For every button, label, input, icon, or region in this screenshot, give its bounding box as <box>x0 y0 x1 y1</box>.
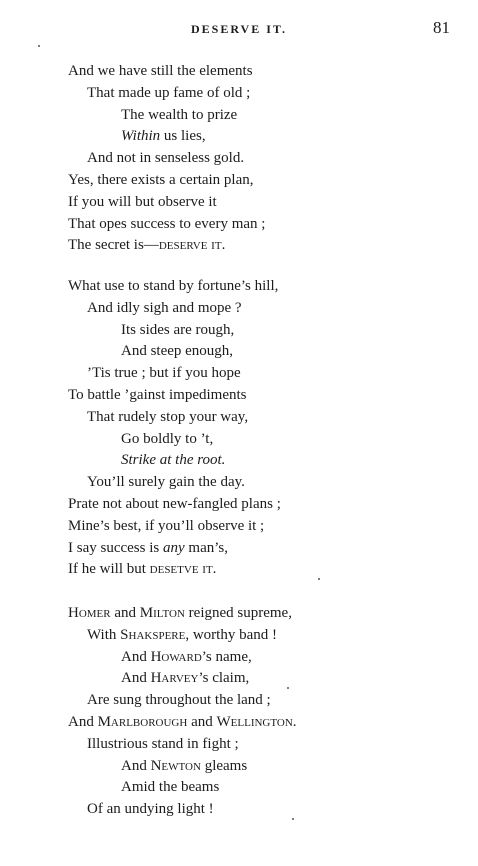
poem-line <box>68 171 254 189</box>
line-segment: Strike at the root. <box>121 452 226 468</box>
line-segment: And we have still the elements <box>68 63 253 79</box>
line-segment: Newton <box>150 758 201 774</box>
poem-line <box>87 364 241 382</box>
poem-line <box>87 408 248 426</box>
line-segment: Are sung throughout the land ; <box>87 692 271 708</box>
line-segment: Wellington <box>216 714 293 730</box>
poem-line <box>121 778 219 796</box>
line-segment: To battle ’gainst impediments <box>68 387 247 403</box>
poem-line <box>87 691 271 709</box>
poem-line <box>68 560 216 578</box>
poem-line <box>121 451 225 469</box>
line-segment: Prate not about new-fangled plans ; <box>68 496 281 512</box>
line-segment: Within <box>121 128 161 144</box>
poem-line <box>68 215 265 233</box>
line-segment: Mine’s best, if you’ll observe it ; <box>68 518 265 534</box>
poem-line <box>68 386 247 404</box>
line-segment: Its sides are rough, <box>121 322 235 338</box>
poem-line <box>87 299 242 317</box>
line-segment: Harvey <box>150 670 199 686</box>
line-segment: . <box>292 714 297 730</box>
poem-line <box>68 604 292 622</box>
poem-line <box>121 757 247 775</box>
line-segment: Go boldly to ’t, <box>121 431 214 447</box>
poem-line <box>121 648 252 666</box>
line-segment: The wealth to prize <box>121 107 238 123</box>
line-segment: And <box>121 649 151 665</box>
line-segment: You’ll surely gain the day. <box>87 474 245 490</box>
poem-line <box>87 84 250 102</box>
line-segment: ’s name, <box>201 649 252 665</box>
poem-line <box>87 735 239 753</box>
poem-line <box>68 539 228 557</box>
line-segment: us lies, <box>160 128 206 144</box>
line-segment: Amid the beams <box>121 779 220 795</box>
line-segment: And <box>68 714 98 730</box>
print-speck <box>287 687 289 689</box>
poem-line <box>68 277 278 295</box>
poem-line <box>68 193 217 211</box>
line-segment: That opes success to every man ; <box>68 216 266 232</box>
page-number: 81 <box>433 18 450 37</box>
poem-line <box>68 517 264 535</box>
line-segment: The secret is— <box>68 237 159 253</box>
line-segment: That made up fame of old ; <box>87 85 251 101</box>
line-segment: And <box>121 758 151 774</box>
line-segment: And <box>121 670 151 686</box>
running-head: DESERVE IT. <box>190 22 288 36</box>
line-segment: ’s claim, <box>198 670 250 686</box>
line-segment: I say success is <box>68 540 163 556</box>
line-segment: Of an undying light ! <box>87 801 214 817</box>
line-segment: With <box>87 627 121 643</box>
line-segment: Howard <box>150 649 202 665</box>
line-segment: deserve it. <box>158 237 226 253</box>
line-segment: If you will but observe it <box>68 194 217 210</box>
line-segment: and <box>187 714 217 730</box>
line-segment: What use to stand by fortune’s hill, <box>68 278 279 294</box>
poem-line <box>87 800 214 818</box>
line-segment: If he will but <box>68 561 150 577</box>
print-speck <box>292 818 294 820</box>
line-segment: , worthy band ! <box>185 627 277 643</box>
poem-line <box>121 106 237 124</box>
line-segment: Illustrious stand in fight ; <box>87 736 239 752</box>
line-segment: And not in senseless gold. <box>87 150 245 166</box>
line-segment: gleams <box>200 758 248 774</box>
poem-line <box>121 430 213 448</box>
line-segment: Homer <box>68 605 111 621</box>
print-speck <box>38 45 40 47</box>
line-segment: Milton <box>139 605 185 621</box>
poem-line <box>68 62 253 80</box>
poem-line <box>87 626 277 644</box>
poem-line <box>87 149 244 167</box>
poem-line <box>68 713 297 731</box>
poem-line <box>68 495 281 513</box>
line-segment: Marlborough <box>97 714 188 730</box>
poem-line <box>121 669 249 687</box>
poem-line <box>121 321 234 339</box>
poem-line <box>87 473 245 491</box>
poem-line <box>121 127 206 145</box>
line-segment: And idly sigh and mope ? <box>87 300 242 316</box>
line-segment: desetve it. <box>149 561 217 577</box>
line-segment: ’Tis true ; but if you hope <box>87 365 241 381</box>
line-segment: and <box>110 605 140 621</box>
line-segment: That rudely stop your way, <box>87 409 249 425</box>
line-segment: reigned supreme, <box>184 605 292 621</box>
print-speck <box>318 578 320 580</box>
poem-line <box>68 236 225 254</box>
line-segment: Yes, there exists a certain plan, <box>68 172 254 188</box>
line-segment: man’s, <box>184 540 228 556</box>
line-segment: Shakspere <box>120 627 186 643</box>
line-segment: And steep enough, <box>121 343 234 359</box>
poem-line <box>121 342 233 360</box>
line-segment: any <box>162 540 185 556</box>
